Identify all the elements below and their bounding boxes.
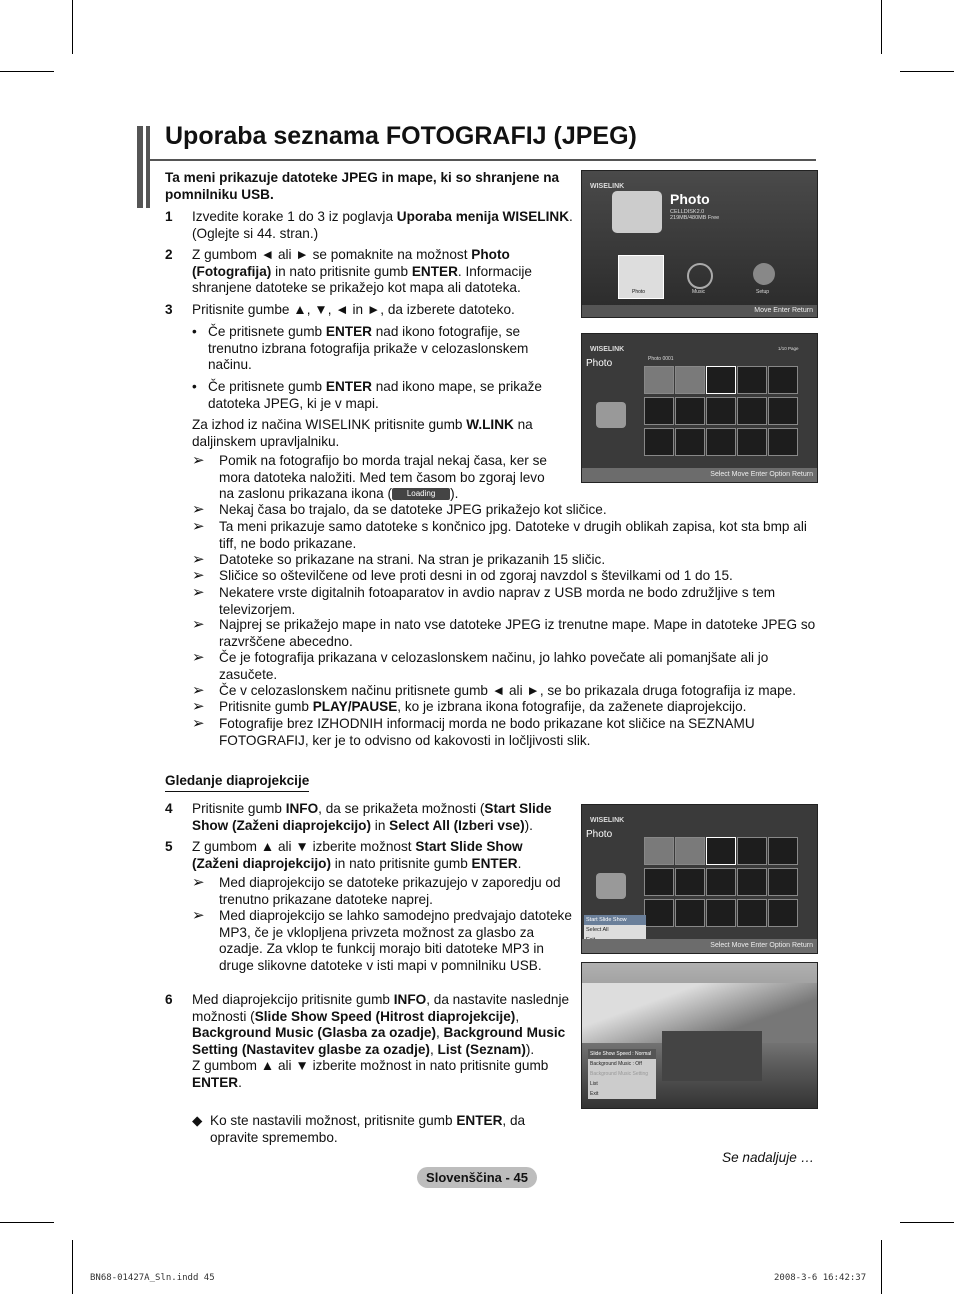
free-label: 219MB/480MB Free [670,215,720,221]
shot-nav-bar: Select Move Enter Option Return [582,939,817,953]
print-info-left: BN68-01427A_Sln.indd 45 [90,1273,215,1283]
step-number: 2 [165,247,173,262]
crop-mark [900,1222,954,1223]
setup-icon [753,263,775,285]
shot-heading: Photo [586,358,613,369]
music-icon [687,263,713,289]
note-text: Sličice so oštevilčene od leve proti desni in od zgoraj navzdol s številkami od 1 do 15. [219,568,733,583]
thumbnail[interactable] [737,397,767,425]
thumbnail[interactable] [768,868,798,896]
screenshot-photo-list [581,333,818,483]
screenshot-slideshow [581,962,818,1109]
thumbnail[interactable] [706,837,736,865]
step-4-text: Pritisnite gumb INFO, da se prikažeta možnosti (Start Slide Show (Zaženi diaprojekcijo) in Select All (Izberi vse)). [192,801,552,833]
note-arrow-icon: ➢ [192,501,205,518]
bullet-1-text: Če pritisnete gumb ENTER nad ikono fotografije, se trenutno izbrana fotografija prikaže v celozaslonskem načinu. [208,324,529,372]
note-text: Ta meni prikazuje samo datoteke s končnico jpg. Datoteke v drugih oblikah zapisa, kot sta bmp ali tiff, ne bodo prikazane. [219,519,807,551]
thumbnail[interactable] [706,899,736,927]
wiselink-logo: WISELINK [590,817,625,824]
thumbnail[interactable] [675,837,705,865]
step-5-text: Z gumbom ▲ ali ▼ izberite možnost Start Slide Show (Zaženi diaprojekcijo) in nato pritisnite gumb ENTER. [192,839,523,871]
thumbnail[interactable] [737,899,767,927]
page-indicator: 1/10 Page [778,346,799,351]
menu-item-list[interactable]: List [590,1081,598,1087]
tile-label: Setup [756,289,770,295]
thumbnail[interactable] [706,366,736,394]
step-number: 3 [165,302,173,317]
tile-label: Photo [632,289,646,295]
crop-mark [72,0,73,54]
crop-mark [900,71,954,72]
thumbnail[interactable] [675,428,705,456]
thumbnail-grid [644,837,796,927]
menu-item-bg-music[interactable]: Background Music : Off [590,1061,642,1067]
note-text: Nekatere vrste digitalnih fotoaparatov in avdio naprav z USB morda ne bodo združljive s tem televizorjem. [219,585,776,617]
shot-nav-bar: Move Enter Return [582,305,817,317]
camera-icon [596,873,626,899]
crop-mark [0,1222,54,1223]
menu-item-speed[interactable]: Slide Show Speed : Normal [588,1049,656,1059]
thumbnail[interactable] [644,899,674,927]
note-text: Med diaprojekcijo se datoteke prikazujejo v zaporedju od trenutno prikazane datoteke naprej. [219,875,561,907]
bullet-2-text: Če pritisnete gumb ENTER nad ikono mape, se prikaže datoteka JPEG, ki je v mapi. [208,379,542,411]
thumbnail[interactable] [644,397,674,425]
screenshot-info-menu [581,804,818,954]
slideshow-menu [588,1049,656,1099]
thumbnail[interactable] [737,837,767,865]
note-text: Če v celozaslonskem načinu pritisnete gumb ◄ ali ►, se bo prikazala druga fotografija iz mape. [219,683,796,698]
bullet: • [192,324,197,339]
thumbnail[interactable] [644,428,674,456]
step-3-text: Pritisnite gumbe ▲, ▼, ◄ in ►, da izberete datoteko. [192,302,515,317]
note-arrow-icon: ➢ [192,698,205,715]
page-badge: Slovenščina - 45 [417,1167,537,1188]
print-info-right: 2008-3-6 16:42:37 [774,1273,867,1283]
exit-text: Za izhod iz načina WISELINK pritisnite gumb W.LINK na daljinskem upravljalniku. [192,417,533,449]
screenshot-wiselink-menu [581,170,818,318]
note-arrow-icon: ➢ [192,616,205,633]
note-text: Med diaprojekcijo se lahko samodejno predvajajo datoteke MP3, če je vklopljena privzeta možnost za glasbo za ozadje. Za vklop te funkcij morajo biti datoteke MP3 in druge slikovne datoteke v isti mapi v pomnilniku USB. [219,908,572,973]
crop-mark [0,71,54,72]
thumbnail[interactable] [706,397,736,425]
thumbnail[interactable] [768,428,798,456]
thumbnail[interactable] [675,899,705,927]
device-label: CELLDISK2.0 [670,209,705,215]
wiselink-logo: WISELINK [590,183,625,190]
note-arrow-icon: ➢ [192,551,205,568]
thumbnail[interactable] [737,428,767,456]
thumbnail[interactable] [768,397,798,425]
menu-item-start-slide-show[interactable]: Start Slide Show [584,915,646,925]
note-arrow-icon: ➢ [192,518,205,535]
step-1-text: Izvedite korake 1 do 3 iz poglavja Uporaba menija WISELINK. (Oglejte si 44. stran.) [192,209,573,241]
note-text: Nekaj časa bo trajalo, da se datoteke JPEG prikažejo kot sličice. [219,502,607,517]
note-text: Datoteke so prikazane na strani. Na stran je prikazanih 15 sličic. [219,552,606,567]
continued-text: Se nadaljuje … [722,1150,815,1165]
thumbnail[interactable] [706,868,736,896]
note-arrow-icon: ➢ [192,452,205,469]
step-number: 1 [165,209,173,224]
shot-heading: Photo [670,191,710,207]
step-6-text: Med diaprojekcijo pritisnite gumb INFO, da nastavite naslednje možnosti (Slide Show Speed (Hitrost diaprojekcije), Background Music (Glasba za ozadje), Background Music Setting (Nastavitev glasbe za ozadje), List (Seznam)). Z gumbom ▲ ali ▼ izberite možnost in nato pritisnite gumb ENTER. [192,992,570,1090]
diamond-icon: ◆ [192,1113,203,1128]
note-arrow-icon: ➢ [192,907,205,924]
house-shape [662,1031,762,1081]
thumbnail[interactable] [768,366,798,394]
section-heading: Gledanje diaprojekcije [165,773,309,792]
page-title: Uporaba seznama FOTOGRAFIJ (JPEG) [165,122,637,150]
thumbnail[interactable] [644,837,674,865]
title-bar-decoration [146,126,150,208]
step-6-note: Ko ste nastavili možnost, pritisnite gumb ENTER, da opravite spremembo. [210,1113,526,1145]
note-arrow-icon: ➢ [192,584,205,601]
bullet: • [192,379,197,394]
shot-heading: Photo [586,829,613,840]
thumbnail[interactable] [768,837,798,865]
thumbnail[interactable] [737,366,767,394]
thumbnail[interactable] [675,868,705,896]
crop-mark [881,0,882,54]
note-arrow-icon: ➢ [192,649,205,666]
note-text: Fotografije brez IZHODNIH informacij morda ne bodo prikazane kot sličice na SEZNAMU FOTOGRAFIJ, ker je to odvisno od kakovosti in ločljivosti slik. [219,716,755,748]
menu-item-bg-music-setting[interactable]: Background Music Setting [590,1071,649,1077]
note-arrow-icon: ➢ [192,715,205,732]
thumbnail[interactable] [768,899,798,927]
tile-label: Music [692,289,706,295]
crop-mark [72,1240,73,1294]
thumbnail[interactable] [706,428,736,456]
camera-icon [596,402,626,428]
note-text: Pomik na fotografijo bo morda trajal nekaj časa, ker se mora datoteka naložiti. Med tem časom bo zgoraj levo na zaslonu prikazana ikona ( Loading ). [219,453,547,501]
title-rule [150,159,816,161]
note-text: Pritisnite gumb PLAY/PAUSE, ko je izbrana ikona fotografije, da zaženete diaprojekcijo. [219,699,747,714]
intro-text: Ta meni prikazuje datoteke JPEG in mape, ki so shranjene na pomnilniku USB. [165,170,560,202]
wiselink-logo: WISELINK [590,346,625,353]
title-bar-decoration [137,126,143,208]
note-arrow-icon: ➢ [192,567,205,584]
step-number: 4 [165,801,173,816]
thumbnail[interactable] [675,397,705,425]
note-text: Najprej se prikažejo mape in nato vse datoteke JPEG iz trenutne mape. Mape in datoteke JPEG so razvrščene abecedno. [219,617,816,649]
menu-item-exit[interactable]: Exit [590,1091,599,1097]
camera-icon [612,191,662,233]
note-text: Če je fotografija prikazana v celozaslonskem načinu, jo lahko povečate ali pomanjšate ali jo zasučete. [219,650,769,682]
step-number: 5 [165,839,173,854]
thumbnail[interactable] [737,868,767,896]
shot-nav-bar: Select Move Enter Option Return [582,468,817,482]
folder-label: Photo 0001 [648,356,674,362]
step-number: 6 [165,992,173,1007]
step-2-text: Z gumbom ◄ ali ► se pomaknite na možnost Photo (Fotografija) in nato pritisnite gumb ENTER. Informacije shranjene datoteke se prikažejo kot mapa ali datoteka. [192,247,532,295]
thumbnail[interactable] [644,366,674,394]
note-arrow-icon: ➢ [192,874,205,891]
thumbnail[interactable] [675,366,705,394]
thumbnail[interactable] [644,868,674,896]
note-arrow-icon: ➢ [192,682,205,699]
menu-item-select-all[interactable]: Select All [586,927,609,933]
thumbnail-grid [644,366,796,456]
crop-mark [881,1240,882,1294]
loading-icon: Loading [392,488,450,500]
